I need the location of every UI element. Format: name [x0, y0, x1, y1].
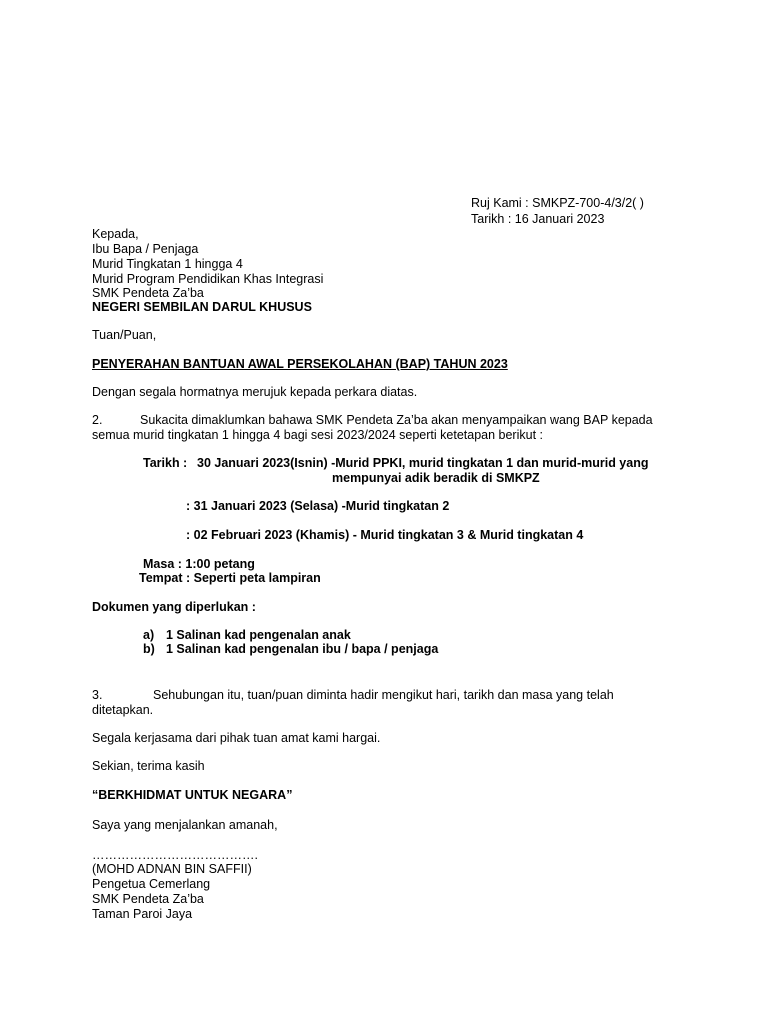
- paragraph-1: Dengan segala hormatnya merujuk kepada perkara diatas.: [92, 385, 418, 399]
- document-item-marker: a): [143, 628, 155, 642]
- paragraph-2-line: semua murid tingkatan 1 hingga 4 bagi sesi 2023/2024 seperti ketetapan berikut :: [92, 428, 543, 442]
- signatory-address: Taman Paroi Jaya: [92, 907, 193, 921]
- recipient-line: Murid Program Pendidikan Khas Integrasi: [92, 272, 324, 286]
- schedule-date-1: 30 Januari 2023(Isnin) -Murid PPKI, murid tingkatan 1 dan murid-murid yang: [197, 456, 649, 470]
- motto: “BERKHIDMAT UNTUK NEGARA”: [92, 788, 293, 802]
- schedule-date-label: Tarikh :: [143, 456, 188, 470]
- signatory-name: (MOHD ADNAN BIN SAFFII): [92, 862, 252, 876]
- schedule-date-2: : 31 Januari 2023 (Selasa) -Murid tingkatan 2: [186, 499, 450, 513]
- paragraph-2-number: 2.: [92, 413, 103, 427]
- closing: Sekian, terima kasih: [92, 759, 205, 773]
- paragraph-3-line: ditetapkan.: [92, 703, 154, 717]
- signatory-title: Pengetua Cemerlang: [92, 877, 211, 891]
- paragraph-4: Segala kerjasama dari pihak tuan amat kami hargai.: [92, 731, 381, 745]
- recipient-line: SMK Pendeta Za’ba: [92, 286, 204, 300]
- signature-line: ………………………………….: [92, 848, 258, 862]
- paragraph-3-number: 3.: [92, 688, 103, 702]
- letter-subject: PENYERAHAN BANTUAN AWAL PERSEKOLAHAN (BAP) TAHUN 2023: [92, 357, 508, 371]
- document-item: 1 Salinan kad pengenalan ibu / bapa / penjaga: [166, 642, 439, 656]
- signatory-school: SMK Pendeta Za’ba: [92, 892, 204, 906]
- recipient-state: NEGERI SEMBILAN DARUL KHUSUS: [92, 300, 312, 314]
- document-item: 1 Salinan kad pengenalan anak: [166, 628, 351, 642]
- letter-date: Tarikh : 16 Januari 2023: [471, 212, 605, 226]
- schedule-date-3: : 02 Februari 2023 (Khamis) - Murid tingkatan 3 & Murid tingkatan 4: [186, 528, 584, 542]
- paragraph-3-line: Sehubungan itu, tuan/puan diminta hadir mengikut hari, tarikh dan masa yang telah: [153, 688, 614, 702]
- schedule-time: Masa : 1:00 petang: [143, 557, 255, 571]
- document-item-marker: b): [143, 642, 155, 656]
- trust-statement: Saya yang menjalankan amanah,: [92, 818, 278, 832]
- schedule-date-1-cont: mempunyai adik beradik di SMKPZ: [332, 471, 540, 485]
- salutation: Tuan/Puan,: [92, 328, 157, 342]
- recipient-line: Ibu Bapa / Penjaga: [92, 242, 199, 256]
- recipient-to: Kepada,: [92, 227, 139, 241]
- recipient-line: Murid Tingkatan 1 hingga 4: [92, 257, 243, 271]
- reference-number: Ruj Kami : SMKPZ-700-4/3/2( ): [471, 196, 644, 210]
- documents-heading: Dokumen yang diperlukan :: [92, 600, 256, 614]
- schedule-place: Tempat : Seperti peta lampiran: [139, 571, 321, 585]
- paragraph-2-line: Sukacita dimaklumkan bahawa SMK Pendeta Za’ba akan menyampaikan wang BAP kepada: [140, 413, 653, 427]
